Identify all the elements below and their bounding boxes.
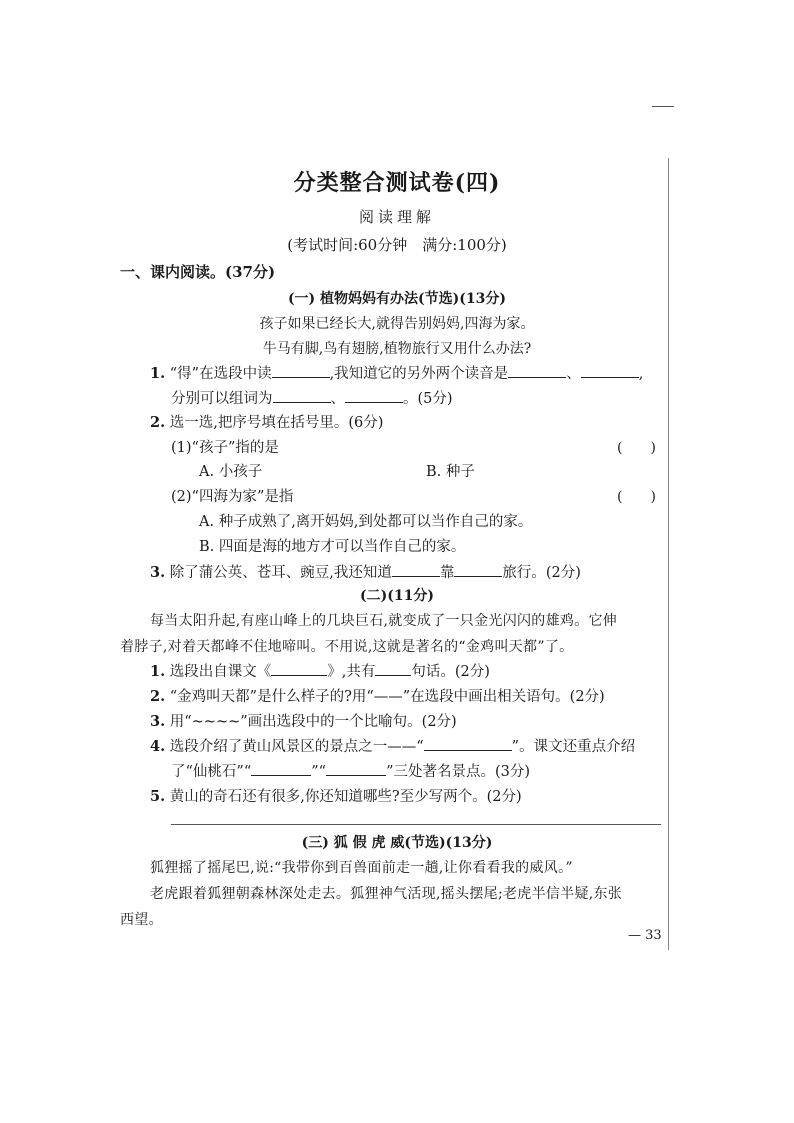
question-1-1 (150, 362, 643, 383)
answer-blank[interactable] (345, 388, 403, 403)
question-2-4-cont (171, 760, 530, 781)
answer-blank[interactable] (581, 363, 639, 378)
option-b: B. 种子 (426, 464, 475, 480)
question-text: 旅行。(2分) (502, 565, 581, 581)
question-text: 。(5分) (403, 391, 453, 407)
answer-blank[interactable] (251, 761, 311, 776)
answer-blank[interactable] (375, 661, 411, 676)
prose-line: 每当太阳升起,有座山峰上的几块巨石,就变成了一只金光闪闪的雄鸡。它伸 (150, 613, 618, 629)
exam-info: (考试时间:60分钟 满分:100分) (287, 236, 507, 254)
prose-line: 西望。 (120, 912, 163, 928)
prose-line: 着脖子,对着天都峰不住地啼叫。不用说,这就是著名的“金鸡叫天都”了。 (120, 639, 574, 655)
question-text: 选段出自课文《 (169, 664, 272, 680)
question-text: ”“ (311, 764, 327, 780)
question-1-1-cont (171, 387, 453, 408)
answer-blank[interactable] (392, 562, 440, 577)
question-text: 、 (330, 391, 345, 407)
question-number: 5. (150, 788, 166, 805)
passage-title-3: (三) 狐 假 虎 威(节选)(13分) (301, 835, 493, 851)
question-number: 2. (150, 414, 166, 431)
question-text: 除了蒲公英、苍耳、豌豆,我还知道 (169, 565, 392, 581)
question-number: 3. (150, 713, 166, 730)
top-corner-line (652, 106, 674, 107)
page-title: 分类整合测试卷(四) (293, 170, 501, 196)
question-2-2 (150, 685, 605, 706)
answer-blank[interactable] (326, 761, 386, 776)
answer-blank[interactable] (424, 736, 512, 751)
answer-blank[interactable] (454, 562, 502, 577)
question-text: , (638, 366, 644, 382)
prose-line: 狐狸摇了摇尾巴,说:“我带你到百兽面前走一趟,让你看看我的威风。” (150, 860, 573, 876)
answer-blank[interactable] (508, 363, 566, 378)
question-text: 用“~~~~”画出选段中的一个比喻句。(2分) (169, 714, 457, 730)
question-text: 选段介绍了黄山风景区的景点之一——“ (169, 739, 424, 755)
question-text: 句话。(2分) (411, 664, 490, 680)
question-text: 黄山的奇石还有很多,你还知道哪些?至少写两个。(2分) (169, 789, 522, 805)
question-number: 2. (150, 688, 166, 705)
section-heading: 一、课内阅读。(37分) (120, 263, 276, 281)
prose-line: 老虎跟着狐狸朝森林深处走去。狐狸神气活现,摇头摆尾;老虎半信半疑,东张 (150, 886, 623, 902)
question-2-3 (150, 710, 457, 731)
question-1-3 (150, 561, 581, 582)
page-number: — 33 (628, 928, 662, 943)
poem-line-1: 孩子如果已经长大,就得告别妈妈,四海为家。 (259, 316, 535, 332)
question-number: 4. (150, 738, 166, 755)
passage-title-1: (一) 植物妈妈有办法(节选)(13分) (287, 291, 507, 307)
question-text: ”三处著名景点。(3分) (386, 764, 531, 780)
question-1-2 (150, 411, 383, 432)
sub-question-2: (2)“四海为家”是指 (171, 489, 294, 505)
question-number: 1. (150, 365, 166, 382)
option-a: A. 种子成熟了,离开妈妈,到处都可以当作自己的家。 (199, 514, 533, 530)
question-text: 了“仙桃石”“ (171, 764, 252, 780)
question-2-4 (150, 735, 635, 756)
poem-line-2: 牛马有脚,鸟有翅膀,植物旅行又用什么办法? (262, 341, 532, 357)
question-number: 3. (150, 564, 166, 581)
question-text: “得”在选段中读 (169, 366, 272, 382)
question-text: “金鸡叫天都”是什么样子的?用“——”在选段中画出相关语句。(2分) (169, 689, 605, 705)
passage-title-2: (二)(11分) (360, 588, 434, 604)
question-2-1 (150, 660, 490, 681)
answer-paren[interactable]: ( ) (617, 489, 656, 505)
question-text: 》,共有 (327, 664, 376, 680)
page-subtitle: 阅读理解 (358, 208, 435, 226)
question-number: 1. (150, 663, 166, 680)
question-text: 、 (566, 366, 581, 382)
answer-blank[interactable] (271, 661, 327, 676)
option-b: B. 四面是海的地方才可以当作自己的家。 (199, 539, 466, 555)
question-text: 分别可以组词为 (171, 391, 273, 407)
answer-line[interactable] (171, 824, 661, 825)
sub-question-1: (1)“孩子”指的是 (171, 440, 279, 456)
option-a: A. 小孩子 (199, 464, 263, 480)
question-text: ”。课文还重点介绍 (511, 739, 636, 755)
answer-blank[interactable] (273, 388, 331, 403)
answer-blank[interactable] (272, 363, 330, 378)
answer-paren[interactable]: ( ) (617, 440, 656, 456)
question-text: ,我知道它的另外两个读音是 (329, 366, 509, 382)
question-2-5 (150, 785, 522, 806)
question-text: 靠 (439, 565, 455, 581)
question-text: 选一选,把序号填在括号里。(6分) (169, 415, 384, 431)
